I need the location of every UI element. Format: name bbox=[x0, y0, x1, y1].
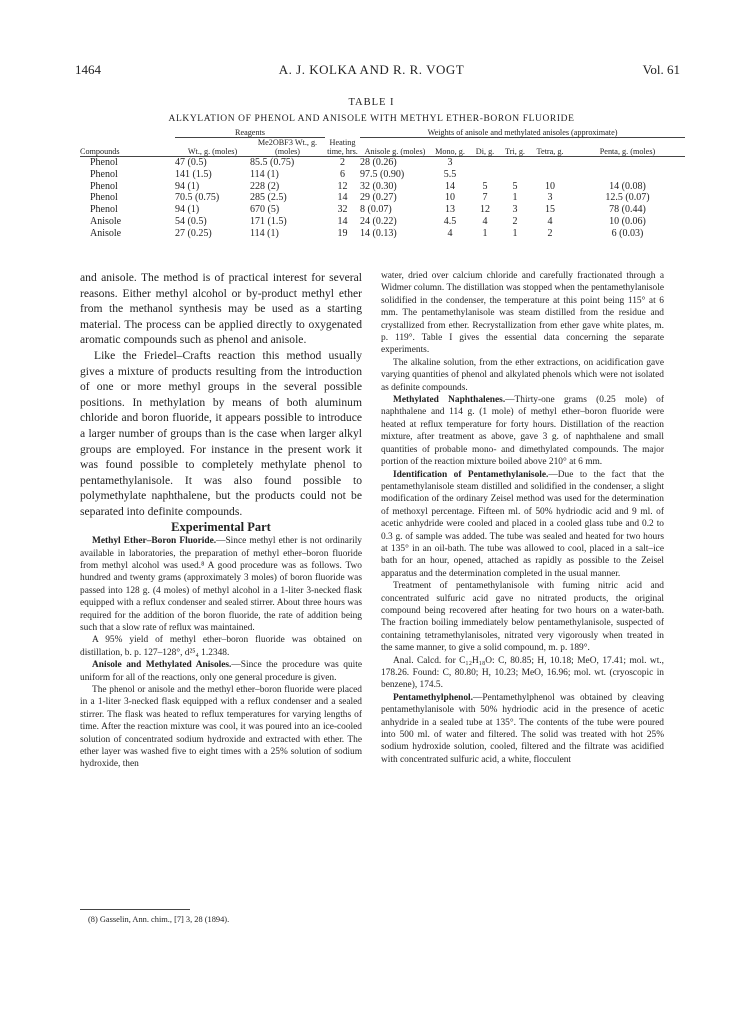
footnote: (8) Gasselin, Ann. chim., [7] 3, 28 (1894). bbox=[88, 915, 230, 924]
paragraph: —Since methyl ether is not ordinarily available in laboratories, the preparation of methyl ether–boron fluoride from methyl alcohol was used.⁸ A good procedure was as follows. Two hundred and twenty grams (approximately 3 moles) of boron fluoride was passed into 128 g. (4 moles) of methyl alcohol in a 1-liter 3-necked flask equipped with a reflux condenser and sealed stirrer. About three hours was required for the addition of the boron fluoride, the rate of addition being such that a slow rate of reflux was maintained. bbox=[80, 536, 362, 633]
paragraph: and anisole. The method is of practical interest for several reasons. Either methyl alcohol or by-product methyl ether from the methanol synthesis may be used as a starting material. The process can be applied directly to oxygenated aromatic compounds such as phenol and anisole. bbox=[80, 271, 362, 347]
table-cell: 4 bbox=[482, 215, 488, 227]
table-cell: Anisole bbox=[90, 215, 122, 227]
table-cell: 5.5 bbox=[443, 168, 457, 180]
table-cell: 670 (5) bbox=[250, 204, 280, 216]
table-cell: 1 bbox=[512, 227, 518, 239]
table-cell: Phenol bbox=[90, 192, 118, 204]
paragraph: Anal. Calcd. for C₁₂H₁₈O: C, 80.85; H, 10.18; MeO, 17.41; mol. wt., 178.26. Found: C, 80.80; H, 10.23; MeO, 16.96; mol. wt. (cryoscopic in benzene), 174.5. bbox=[381, 655, 664, 691]
paragraph: The alkaline solution, from the ether extractions, on acidification gave varying quantities of phenol and alkylated phenols which were not isolated as definite compounds. bbox=[381, 357, 664, 393]
subsection-heading: Anisole and Methylated Anisoles. bbox=[92, 660, 232, 671]
table-cell: Phenol bbox=[90, 180, 118, 192]
table-cell: 6 (0.03) bbox=[611, 227, 644, 239]
column-header: Me2OBF3 Wt., g. (moles) bbox=[257, 138, 318, 156]
table-cell: Phenol bbox=[90, 168, 118, 180]
table-cell: 2 bbox=[512, 215, 518, 227]
table-cell: 2 bbox=[340, 157, 345, 168]
paragraph: —Due to the fact that the pentamethylanisole steam distilled and solidified in the condenser, a slight modification of the ordinary Zeisel method was used for the determination of methoxyl percentage. Fifteen ml. of 50% hydriodic acid and 9 ml. of acetic anhydride were cooled and placed in a cooled glass tube and 0.2 to 0.3 g. of sample was added. The tube was sealed and heated for two hours at 135° in an oil-bath. The tube was allowed to cool, placed in a salt–ice bath for an hour, opened, attached as rapidly as possible to the Zeisel apparatus and the determination completed in the usual manner. bbox=[381, 469, 664, 579]
table-cell: 19 bbox=[337, 227, 348, 239]
table-cell: 70.5 (0.75) bbox=[175, 192, 220, 204]
paragraph: water, dried over calcium chloride and carefully fractionated through a Widmer column. The distillation was stopped when the pentamethylanisole solidified in the condenser, the temperature at this point being 115° at 6 mm. The pentamethylanisole was steam distilled from the residue and crystallized from ether. Recrystallization from ether gave white plates, m. p. 119°. Table I gives the essential data concerning the separate experiments. bbox=[381, 271, 664, 356]
column-header: Di, g. bbox=[475, 147, 495, 156]
table-cell: 14 (0.13) bbox=[360, 227, 397, 239]
column-header: Anisole g. (moles) bbox=[364, 147, 426, 156]
table-cell: 29 (0.27) bbox=[360, 192, 397, 204]
section-heading: Experimental Part bbox=[171, 519, 271, 534]
table-cell: 85.5 (0.75) bbox=[250, 157, 295, 168]
table-cell: 2 bbox=[547, 227, 553, 239]
table-cell: 97.5 (0.90) bbox=[360, 168, 405, 180]
table-row bbox=[80, 181, 685, 193]
table-cell: 47 (0.5) bbox=[175, 157, 207, 168]
column-header: Tetra, g. bbox=[536, 147, 564, 156]
table-row bbox=[80, 192, 685, 204]
experimental-text bbox=[80, 535, 362, 771]
footnote-rule bbox=[80, 909, 190, 910]
table-cell: 12 bbox=[480, 204, 490, 216]
table-cell: 8 (0.07) bbox=[360, 204, 392, 216]
paragraph: —Since the procedure was quite uniform for all of the reactions, only one general procedure is given. bbox=[80, 660, 362, 683]
paragraph: Like the Friedel–Crafts reaction this method usually gives a mixture of products resulting from the introduction of one or more methyl groups in the several possible positions. In methylation by means of both aluminum chloride and boron fluoride, it appears possible to introduce a larger number of groups than is the case when larger alkyl groups are employed. For instance in the present work it was found possible to completely methylate phenol to pentamethylanisole. It was also found possible to polymethylate naphthalene, but the products could not be separated into definite compounds. bbox=[80, 348, 362, 518]
table-cell: 1 bbox=[512, 192, 518, 204]
volume-number: Vol. 61 bbox=[642, 62, 680, 77]
table-row bbox=[80, 228, 685, 240]
table-row bbox=[80, 216, 685, 228]
table-cell: 12.5 (0.07) bbox=[605, 192, 650, 204]
table-cell: 285 (2.5) bbox=[250, 192, 287, 204]
column-header: Tri, g. bbox=[505, 147, 525, 156]
table-cell: Phenol bbox=[90, 204, 118, 216]
subsection-heading: Pentamethylphenol. bbox=[393, 692, 473, 703]
table-cell bbox=[530, 157, 570, 169]
table-cell: 10 bbox=[545, 180, 555, 192]
table-cell: 228 (2) bbox=[250, 180, 280, 192]
table-cell: 114 (1) bbox=[250, 227, 279, 239]
table-cell bbox=[570, 169, 685, 181]
table-caption: TABLE I bbox=[348, 97, 395, 108]
table-cell: 13 bbox=[445, 204, 455, 216]
table-cell: 3 bbox=[547, 192, 553, 204]
table-cell bbox=[570, 157, 685, 169]
table-cell: 10 bbox=[445, 192, 455, 204]
table-cell: 15 bbox=[545, 204, 555, 216]
paragraph: Treatment of pentamethylanisole with fuming nitric acid and concentrated sulfuric acid gave no nitrated products, the original compound being recovered after heating for two hours on a water-bath. The fraction boiling immediately below pentamethylanisole, suspected of containing tetramethylanisoles, nitrated very vigorously when treated in the same manner, to give a solid compound, m. p. 189°. bbox=[381, 581, 664, 654]
table-cell: Anisole bbox=[90, 227, 122, 239]
table-cell: 3 bbox=[447, 157, 453, 168]
paragraph: The phenol or anisole and the methyl ether–boron fluoride were placed in a 1-liter 3-necked flask equipped with a reflux condenser and a sealed stirrer. The flask was heated to reflux temperatures for varying lengths of time. After the reaction mixture was cool, it was poured into an ice-cooled solution of concentrated sodium hydroxide and extracted with ether. The ether layer was washed five to eight times with a 25% solution of sodium hydroxide, then bbox=[80, 684, 362, 770]
group-header-weights: Weights of anisole and methylated anisoles (approximate) bbox=[360, 128, 685, 138]
table-cell: 14 bbox=[337, 215, 348, 227]
table-cell: 54 (0.5) bbox=[175, 215, 207, 227]
column-header: Heating time, hrs. bbox=[327, 138, 358, 156]
page-number: 1464 bbox=[75, 62, 101, 77]
table-cell: 78 (0.44) bbox=[609, 204, 646, 216]
table-cell: 27 (0.25) bbox=[175, 227, 212, 239]
table-row bbox=[80, 157, 685, 169]
table-cell: 5 bbox=[482, 180, 488, 192]
column-header: Mono, g. bbox=[435, 147, 465, 156]
table-cell bbox=[470, 169, 500, 181]
group-header-reagents: Reagents bbox=[175, 128, 325, 138]
column-header: Penta, g. (moles) bbox=[599, 147, 656, 156]
table-cell: 3 bbox=[512, 204, 518, 216]
right-column bbox=[381, 270, 664, 766]
table-cell: 4 bbox=[447, 227, 453, 239]
table-cell: 24 (0.22) bbox=[360, 215, 397, 227]
table-cell bbox=[530, 169, 570, 181]
table-subtitle: ALKYLATION OF PHENOL AND ANISOLE WITH METHYL ETHER-BORON FLUORIDE bbox=[168, 114, 575, 124]
table-cell: 4 bbox=[547, 215, 553, 227]
table-cell: 141 (1.5) bbox=[175, 168, 212, 180]
table-group-header bbox=[80, 128, 685, 138]
table-cell: 1 bbox=[482, 227, 488, 239]
table-cell: 171 (1.5) bbox=[250, 215, 287, 227]
paragraph: —Pentamethylphenol was obtained by cleaving pentamethylanisole with 50% hydriodic acid in the presence of acetic anhydride in a sealed tube at 135°. The contents of the tube were poured into 500 ml. of water and filtered. The solid was treated with hot 25% sodium hydroxide solution, cooled, filtered and the filtrate was acidified with concentrated sulfuric acid, a white, flocculent bbox=[381, 692, 664, 765]
table-cell: 5 bbox=[512, 180, 518, 192]
paragraph: A 95% yield of methyl ether–boron fluoride was obtained on distillation, b. p. 127–128°, d²⁵₄ 1.2348. bbox=[80, 635, 362, 658]
column-header: Wt., g. (moles) bbox=[187, 147, 238, 156]
column-header: Compounds bbox=[80, 147, 120, 156]
table-cell: 94 (1) bbox=[175, 204, 200, 216]
running-title: A. J. KOLKA AND R. R. VOGT bbox=[278, 62, 465, 77]
table-cell: 32 (0.30) bbox=[360, 180, 397, 192]
subsection-heading: Methyl Ether–Boron Fluoride. bbox=[92, 536, 217, 547]
table-cell: 28 (0.26) bbox=[360, 157, 397, 168]
table-cell: 114 (1) bbox=[250, 168, 279, 180]
table-cell: 14 (0.08) bbox=[609, 180, 646, 192]
table-column-header bbox=[80, 138, 685, 157]
table-cell: 7 bbox=[482, 192, 488, 204]
subsection-heading: Methylated Naphthalenes. bbox=[393, 395, 506, 406]
table-body bbox=[80, 157, 685, 240]
table-cell: Phenol bbox=[90, 157, 118, 168]
table-cell: 10 (0.06) bbox=[609, 215, 646, 227]
table-row bbox=[80, 204, 685, 216]
running-header bbox=[0, 62, 743, 82]
table-cell: 12 bbox=[337, 180, 348, 192]
table-cell bbox=[470, 157, 500, 169]
table-cell: 4.5 bbox=[443, 215, 457, 227]
subsection-heading: Identification of Pentamethylanisole. bbox=[393, 469, 549, 480]
table-cell: 14 bbox=[337, 192, 348, 204]
table-cell: 14 bbox=[445, 180, 455, 192]
data-table bbox=[80, 128, 685, 240]
table-cell: 94 (1) bbox=[175, 180, 200, 192]
table-row bbox=[80, 169, 685, 181]
left-column bbox=[80, 270, 362, 771]
table-cell bbox=[500, 157, 530, 169]
table-cell bbox=[500, 169, 530, 181]
table-cell: 6 bbox=[340, 168, 345, 180]
table-cell: 32 bbox=[337, 204, 348, 216]
paragraph: —Thirty-one grams (0.25 mole) of naphthalene and 114 g. (1 mole) of methyl ether–boron fluoride were heated at reflux temperature for forty hours. Distillation of the reaction mixture, after treatment as above, gave 3 g. of naphthalene and small quantities of probable mono- and dimethylated compounds. The major portion of the reaction mixture boiled above 210° at 6 mm. bbox=[381, 395, 664, 468]
